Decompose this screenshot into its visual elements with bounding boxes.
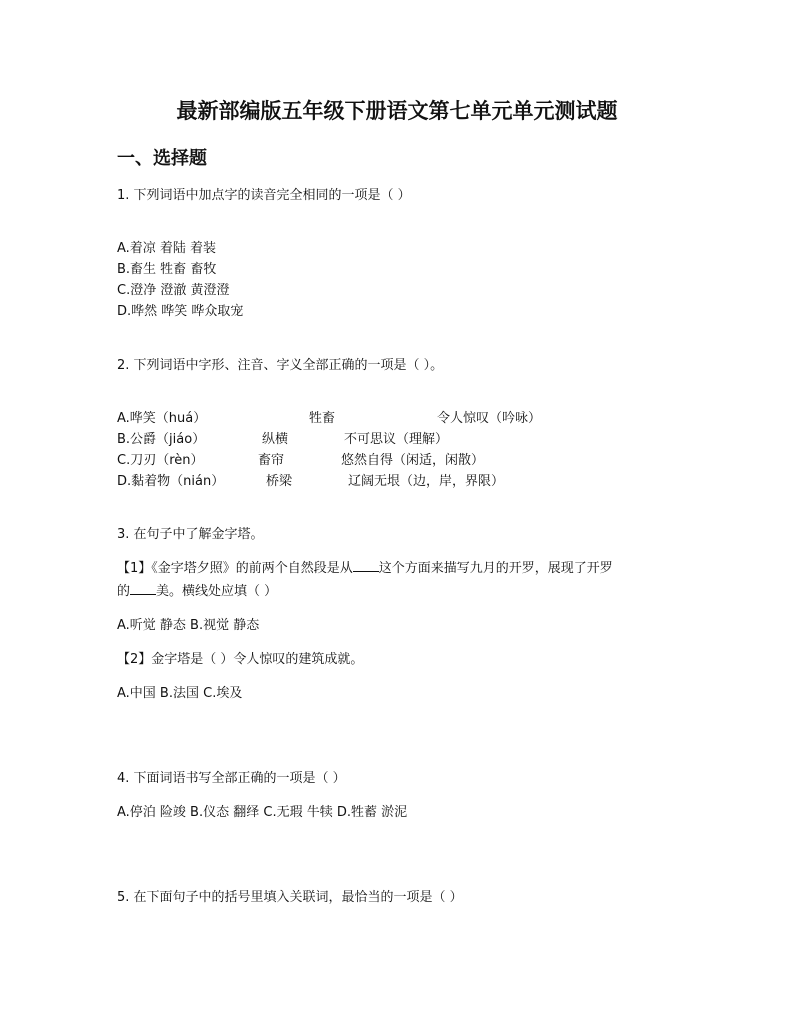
question-1-option-b: B.畜生 牲畜 畜牧 xyxy=(117,262,217,277)
answer-blank-2[interactable] xyxy=(130,582,156,595)
question-4-options: A.停泊 险竣 B.仪态 翻绎 C.无瑕 牛犊 D.牲蓄 淤泥 xyxy=(117,805,408,820)
question-1-stem: 1. 下列词语中加点字的读音完全相同的一项是（ ） xyxy=(117,188,411,203)
question-3-part-1-text-c: 的 xyxy=(117,584,131,599)
question-2-option-d-word3: 辽阔无垠（边，岸，界限） xyxy=(348,474,505,489)
question-3-part-1-line-2 xyxy=(117,580,277,599)
question-3-part-1-options: A.听觉 静态 B.视觉 静态 xyxy=(117,618,260,633)
question-4-stem: 4. 下面词语书写全部正确的一项是（ ） xyxy=(117,771,346,786)
question-2-option-d-word2: 桥梁 xyxy=(266,474,293,489)
question-2-option-a-word1: A.哗笑（huá） xyxy=(117,411,207,426)
question-2-option-a-word3: 令人惊叹（吟咏） xyxy=(437,411,542,426)
question-2-option-b-word3: 不可思议（理解） xyxy=(344,432,449,447)
question-3-stem: 3. 在句子中了解金字塔。 xyxy=(117,527,264,542)
question-1-option-d: D.哗然 哗笑 哗众取宠 xyxy=(117,304,244,319)
answer-blank-1[interactable] xyxy=(353,559,379,572)
section-heading: 一、选择题 xyxy=(117,148,207,169)
page-title: 最新部编版五年级下册语文第七单元单元测试题 xyxy=(176,98,618,123)
question-5-stem: 5. 在下面句子中的括号里填入关联词，最恰当的一项是（ ） xyxy=(117,890,463,905)
question-2-option-b-word1: B.公爵（jiáo） xyxy=(117,432,206,447)
question-1-option-a: A.着凉 着陆 着装 xyxy=(117,241,217,256)
question-2-option-b-word2: 纵横 xyxy=(262,432,289,447)
question-2-option-c-word3: 悠然自得（闲适，闲散） xyxy=(341,453,485,468)
question-1-option-c: C.澄净 澄澈 黄澄澄 xyxy=(117,283,230,298)
question-2-option-c-word2: 畜帘 xyxy=(258,453,285,468)
question-3-part-1-line-1 xyxy=(117,557,613,576)
question-2-option-d-word1: D.黏着物（nián） xyxy=(117,474,225,489)
question-3-part-1-text-a: 【1】《金字塔夕照》的前两个自然段是从 xyxy=(117,561,353,576)
question-3-part-2-stem: 【2】金字塔是（ ）令人惊叹的建筑成就。 xyxy=(117,652,364,667)
question-3-part-1-text-d: 美。横线处应填（ ） xyxy=(156,584,278,599)
question-2-option-a-word2: 牲畜 xyxy=(309,411,336,426)
question-3-part-1-text-b: 这个方面来描写九月的开罗，展现了开罗 xyxy=(378,561,613,576)
question-2-option-c-word1: C.刀刃（rèn） xyxy=(117,453,204,468)
question-3-part-2-options: A.中国 B.法国 C.埃及 xyxy=(117,686,243,701)
question-2-stem: 2. 下列词语中字形、注音、字义全部正确的一项是（ ）。 xyxy=(117,358,444,373)
